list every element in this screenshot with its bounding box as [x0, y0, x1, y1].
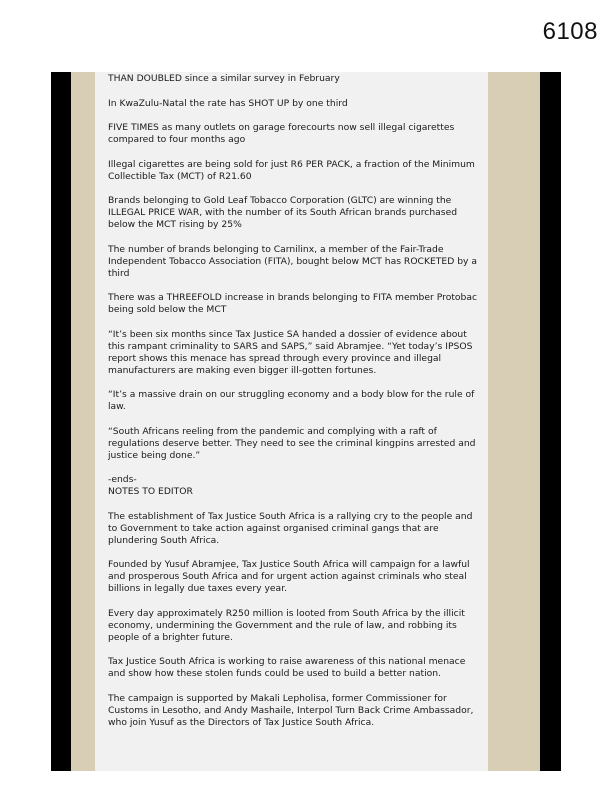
document-frame	[51, 72, 561, 771]
paragraph-protobac: There was a THREEFOLD increase in brands belonging to FITA member Protobac being sold below the MCT	[108, 292, 478, 315]
paragraph-founded: Founded by Yusuf Abramjee, Tax Justice South Africa will campaign for a lawful and prosperous South Africa and for urgent action against criminals who steal billions in legally due taxes every year.	[108, 559, 470, 594]
paragraph-than-doubled: THAN DOUBLED since a similar survey in February	[108, 73, 340, 84]
paragraph-quote-south-africans: “South Africans reeling from the pandemic and complying with a raft of regulations deserve better. They need to see the criminal kingpins arrested and justice being done.”	[108, 425, 476, 461]
paragraph-quote-massive-drain: “It’s a massive drain on our struggling economy and a body blow for the rule of law.	[108, 389, 475, 412]
paragraph-r6-per-pack: Illegal cigarettes are being sold for just R6 PER PACK, a fraction of the Minimum Collectible Tax (MCT) of R21.60	[108, 158, 475, 182]
ends-marker: -ends-	[108, 474, 137, 485]
right-border-band	[488, 72, 540, 771]
paragraph-campaign-supporters: The campaign is supported by Makali Lepholisa, former Commissioner for Customs in Lesotho, and Andy Mashaile, Interpol Turn Back Crime Ambassador, who join Yusuf as the Directors of Tax Justice South Africa.	[108, 692, 474, 728]
paragraph-r250-million: Every day approximately R250 million is looted from South Africa by the illicit economy, undermining the Government and the rule of law, and robbing its people of a brighter future.	[108, 607, 465, 643]
left-border-band	[71, 72, 95, 771]
paragraph-raise-awareness: Tax Justice South Africa is working to raise awareness of this national menace and show how these stolen funds could be used to build a better nation.	[108, 656, 466, 679]
paragraph-five-times: FIVE TIMES as many outlets on garage forecourts now sell illegal cigarettes compared to four months ago	[108, 122, 455, 145]
paragraph-quote-six-months: “It’s been six months since Tax Justice SA handed a dossier of evidence about this rampant criminality to SARS and SAPS,” said Abramjee. “Yet today’s IPSOS report shows this menace has spread through every province and illegal manufacturers are making even bigger ill-gotten fortunes.	[108, 328, 473, 376]
page-number: 6108	[542, 18, 598, 45]
document-body	[95, 72, 488, 771]
notes-to-editor-heading: NOTES TO EDITOR	[108, 486, 193, 497]
paragraph-kwazulu-natal: In KwaZulu-Natal the rate has SHOT UP by one third	[108, 97, 348, 109]
paragraph-carnilinx: The number of brands belonging to Carnilinx, a member of the Fair-Trade Independent Tobacco Association (FITA), bought below MCT has ROCKETED by a third	[108, 243, 478, 279]
paragraph-gold-leaf: Brands belonging to Gold Leaf Tobacco Corporation (GLTC) are winning the ILLEGAL PRICE WAR, with the number of its South African brands purchased below the MCT rising by 25%	[108, 195, 458, 230]
paragraph-establishment: The establishment of Tax Justice South Africa is a rallying cry to the people and to Government to take action against organised criminal gangs that are plundering South Africa.	[108, 510, 473, 546]
